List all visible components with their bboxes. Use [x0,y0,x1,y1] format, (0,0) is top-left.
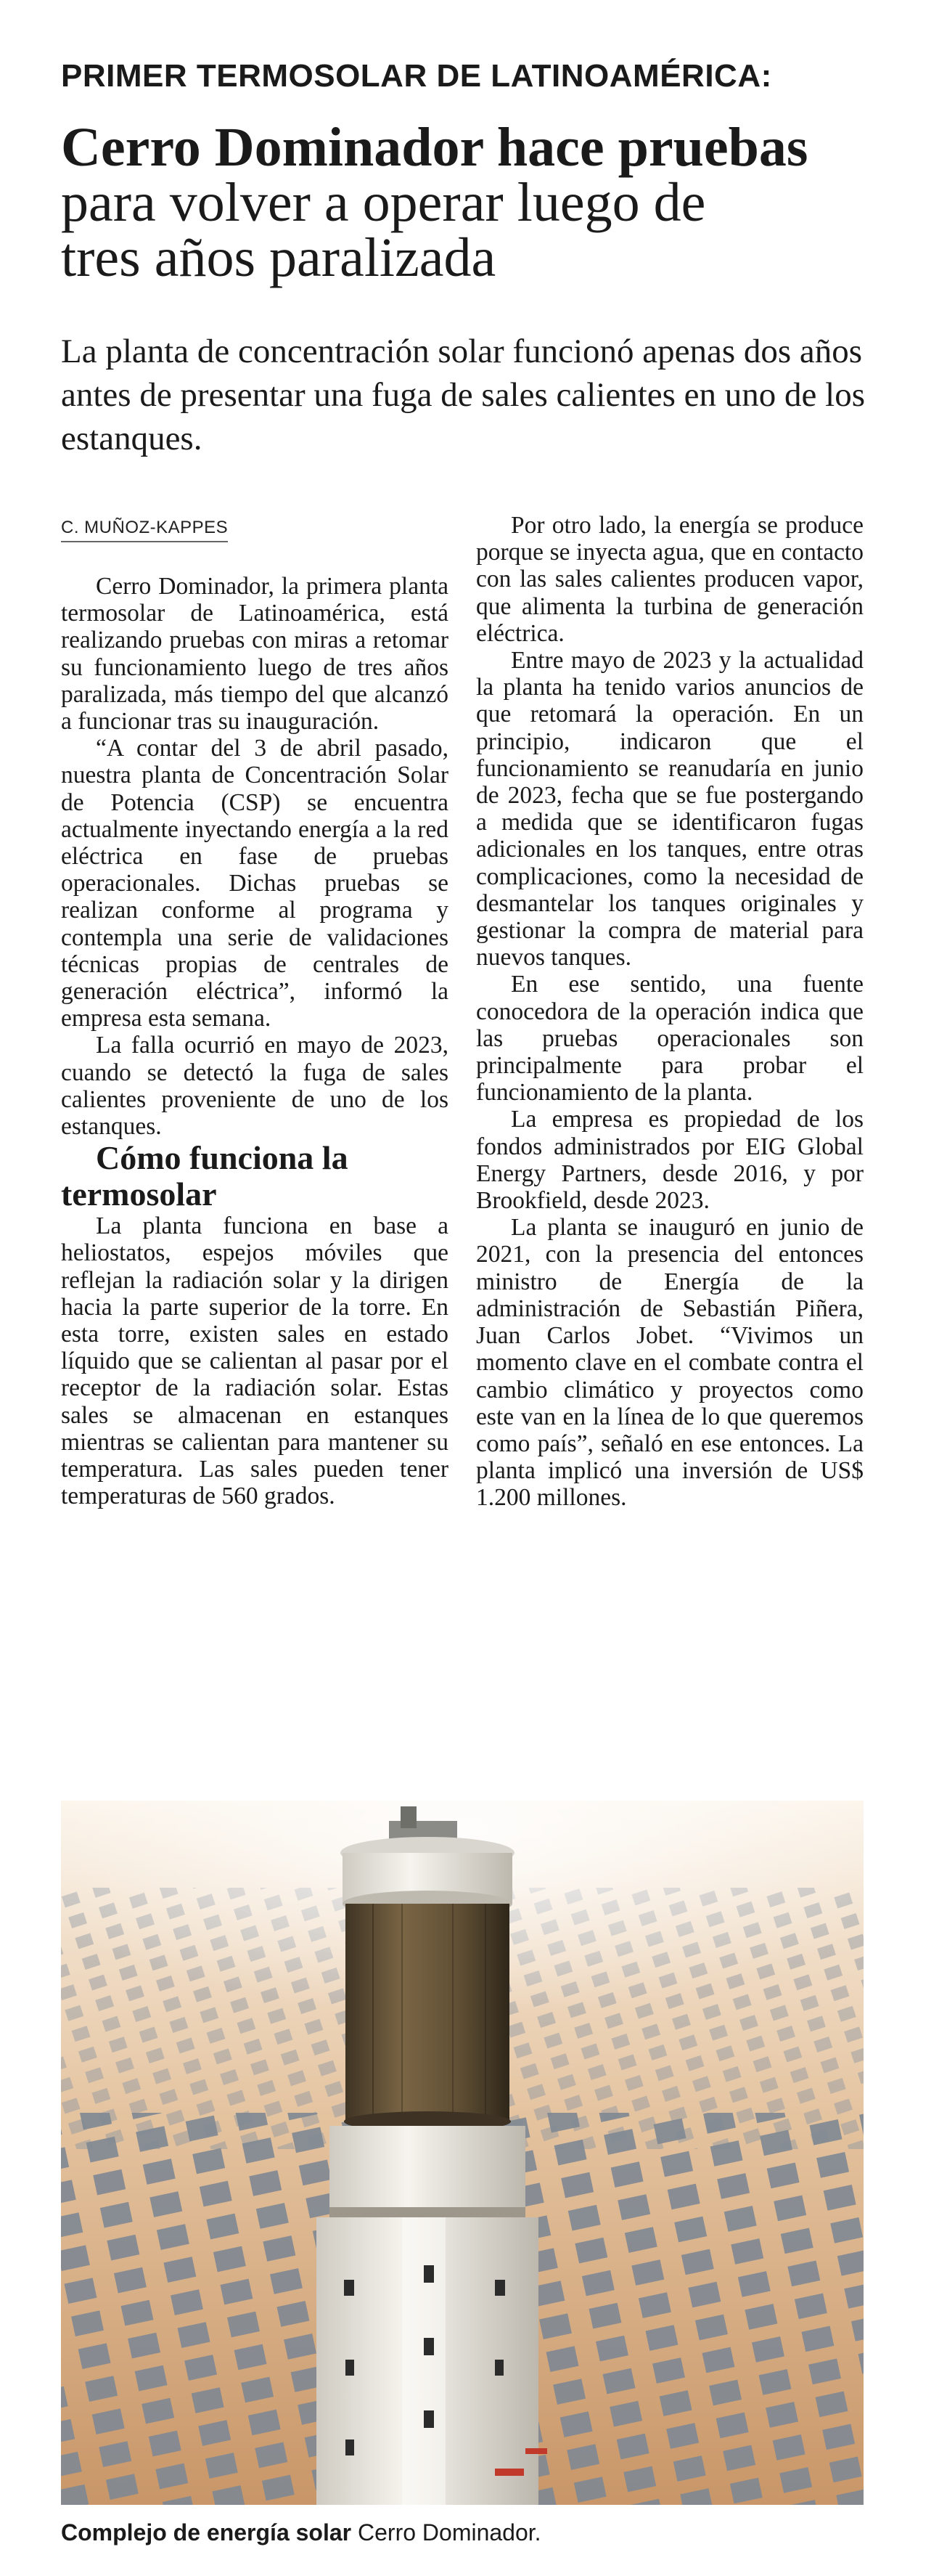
deck: La planta de concentración solar funcionó apenas dos años antes de presentar una fuga de sales calientes en uno de los estanques. [61,333,865,457]
tower-antenna [401,1806,417,1828]
paragraph: En ese sentido, una fuente conocedora de la operación indica que las pruebas operacionales son principalmente para probar el funcionamiento de la planta. [476,971,864,1106]
paragraph: La planta funciona en base a heliostatos, espejos móviles que reflejan la radiación solar y la dirigen hacia la parte superior de la torre. En esta torre, existen sales en estado líquido que se calientan al pasar por el receptor de la radiación solar. Estas sales se almacenan en estanques mientras se calientan para mantener su temperatura. Las sales pueden tener temperaturas de 560 grados. [61,1212,448,1510]
column-left [61,512,448,1510]
tower-ledge [329,2207,525,2217]
headline [61,117,895,288]
tower-white-band [329,2126,525,2213]
caption-bold: Complejo de energía solar [61,2519,352,2546]
subhead: Cómo funciona la termosolar [61,1139,348,1213]
tower-red-marking [495,2469,524,2476]
tower-illustration [61,1801,864,2505]
paragraph: “A contar del 3 de abril pasado, nuestra planta de Concentración Solar de Potencia (CSP) se encuentra actualmente inyectando energía a la red eléctrica en fase de pruebas operacionales. Dichas pruebas se realizan conforme al programa y contempla una serie de validaciones técnicas propias de centrales de generación eléctrica”, informó la empresa esta semana. [61,735,448,1032]
kicker: PRIMER TERMOSOLAR DE LATINOAMÉRICA: [61,58,772,94]
paragraph: Entre mayo de 2023 y la actualidad la planta ha tenido varios anuncios de que retomará la operación. En un principio, indicaron que el funcionamiento se reanudaría en junio de 2023, fecha que se fue postergando a medida que se identificaron fugas adicionales en los tanques, entre otras complicaciones, como la necesidad de desmantelar los tanques originales y gestionar la compra de material para nuevos tanques. [476,647,864,971]
photo-caption [61,2518,864,2547]
paragraph: La falla ocurrió en mayo de 2023, cuando se detectó la fuga de sales calientes proveniente de uno de los estanques. [61,1032,448,1141]
tower-shaft-highlight [402,2217,446,2505]
byline: C. MUÑOZ-KAPPES [61,518,228,542]
paragraph: La empresa es propiedad de los fondos administrados por EIG Global Energy Partners, desde 2016, y por Brookfield, desde 2023. [476,1106,864,1215]
tower-red-marking [525,2448,547,2454]
caption-text: Cerro Dominador. [351,2519,541,2546]
paragraph: La planta se inauguró en junio de 2021, con la presencia del entonces ministro de Energía de la administración de Sebastián Piñera, Juan Carlos Jobet. “Vivimos un momento clave en el combate contra el cambio climático y proyectos como este van en la línea de lo que queremos como país”, señaló en ese entonces. La planta implicó una inversión de US$ 1.200 millones. [476,1214,864,1512]
paragraph: Por otro lado, la energía se produce porque se inyecta agua, que en contacto con las sales calientes producen vapor, que alimenta la turbina de generación eléctrica. [476,512,864,647]
column-right [476,512,864,1512]
headline-line-1: Cerro Dominador hace pruebas [61,117,808,178]
photo-solar-tower [61,1801,864,2505]
headline-line-2: para volver a operar luego de [61,172,706,233]
paragraph: Cerro Dominador, la primera planta termosolar de Latinoamérica, está realizando pruebas con miras a retomar su funcionamiento luego de tres años paralizada, más tiempo del que alcanzó a funcionar tras su inauguración. [61,573,448,735]
headline-line-3: tres años paralizada [61,227,496,288]
